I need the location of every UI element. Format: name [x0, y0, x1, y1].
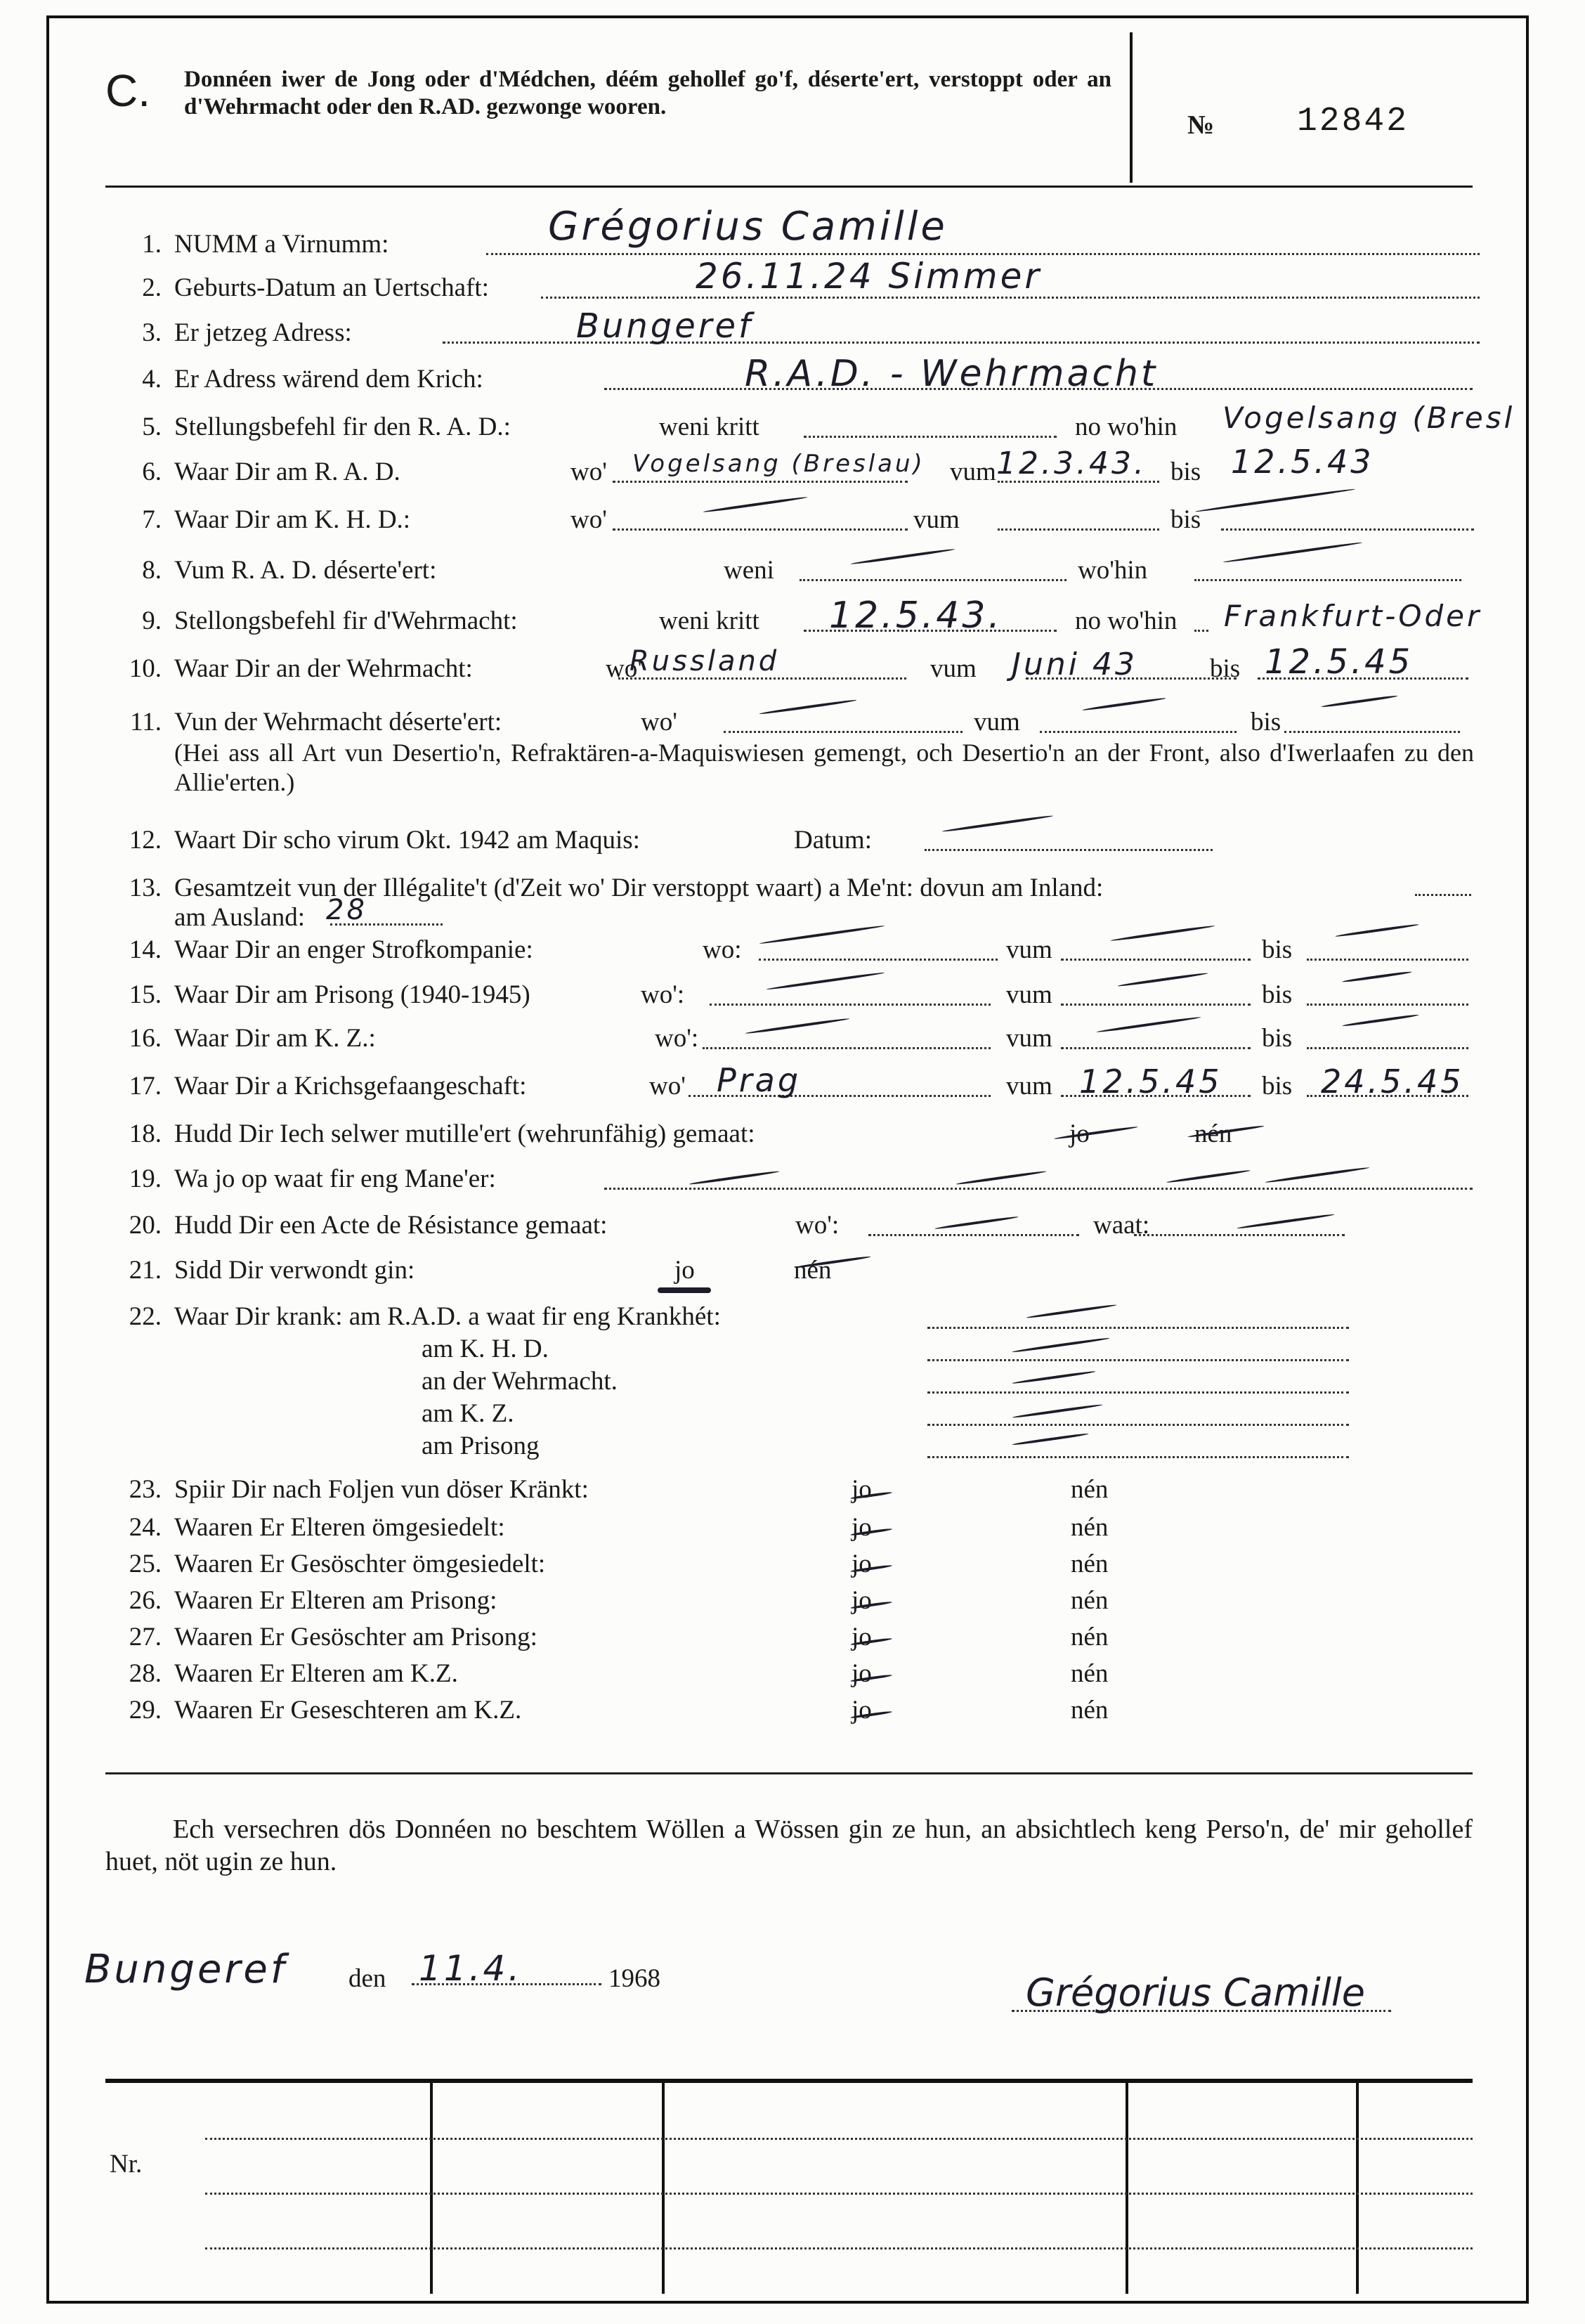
row-field-label: wo' — [606, 654, 642, 683]
row-number: 20. — [129, 1211, 162, 1240]
row-label: Spiir Dir nach Foljen vun döser Kränkt: — [174, 1475, 589, 1504]
row-number: 7. — [142, 505, 162, 534]
row-number: 6. — [142, 457, 162, 486]
hw-rad-from: 12.3.43. — [996, 446, 1147, 481]
row11-note: (Hei ass all Art vun Desertio'n, Refraktären-a-Maquiswiesen gemengt, och Desertio'n an der Front, also d'Iwerlaafen zu den Allie'erten.) — [174, 739, 1474, 796]
answer-line[interactable] — [1040, 731, 1237, 733]
row-number: 18. — [129, 1119, 162, 1148]
row22-line-rad[interactable] — [927, 1327, 1349, 1329]
answer-line[interactable] — [800, 579, 1067, 581]
hw-rad-to: 12.5.43 — [1231, 443, 1374, 481]
row-label: Waar Dir am K. Z.: — [174, 1024, 376, 1053]
table-row-line — [205, 2138, 1473, 2140]
office-table — [105, 2079, 1473, 2294]
row-field-label: wo': — [795, 1211, 840, 1240]
row-number: 3. — [142, 318, 162, 347]
row-field-label: vum — [1006, 935, 1052, 964]
row-number: 19. — [129, 1164, 162, 1193]
row-field-label: jo — [1069, 1119, 1090, 1148]
row-field-label: bis — [1170, 505, 1201, 534]
row-field-label: vum — [1006, 980, 1052, 1009]
row-field-label: bis — [1170, 457, 1201, 486]
answer-line[interactable] — [1061, 1004, 1251, 1006]
row-field-label: wo' — [649, 1072, 686, 1101]
answer-line[interactable] — [613, 528, 908, 531]
answer-line[interactable] — [1061, 959, 1251, 961]
row22-sub-kz: am K. Z. — [422, 1399, 514, 1428]
row-field-label: nén — [1071, 1659, 1109, 1688]
declaration-text: Ech versechren dös Donnéen no beschtem Wöllen a Wössen gin ze hun, an absichtlech keng Perso'n, de' mir gehollef huet, nöt ugin ze hun. — [105, 1815, 1473, 1876]
row-label: Vum R. A. D. déserte'ert: — [174, 556, 437, 585]
hw-date: 11.4. — [419, 1948, 523, 1989]
row-field-label: waat: — [1093, 1211, 1150, 1240]
row22-line-kz[interactable] — [927, 1424, 1349, 1426]
row-label: Waar Dir am Prisong (1940-1945) — [174, 980, 530, 1009]
hw-place: Bungeref — [84, 1947, 287, 1992]
row-number: 5. — [142, 413, 162, 441]
answer-line[interactable] — [703, 1047, 991, 1049]
row-label: Waar Dir am K. H. D.: — [174, 505, 411, 534]
declaration-rule — [105, 1772, 1473, 1774]
row-number: 1. — [142, 230, 162, 259]
year-label: 1968 — [608, 1964, 660, 1993]
answer-line[interactable] — [1307, 1047, 1468, 1049]
row-label: Geburts-Datum an Uertschaft: — [174, 273, 489, 302]
row-field-label: jo — [852, 1513, 872, 1542]
row-field-label: wo': — [641, 980, 685, 1009]
section-letter: C. — [105, 65, 150, 116]
row-field-label: weni — [724, 556, 774, 585]
row-label: Waar Dir a Krichsgefaangeschaft: — [174, 1072, 527, 1101]
answer-line[interactable] — [618, 677, 906, 680]
row22-sub-prisong: am Prisong — [422, 1432, 540, 1460]
row-field-label: bis — [1262, 1024, 1293, 1053]
row-number: 22. — [129, 1302, 162, 1331]
row-field-label: nén — [1071, 1696, 1109, 1725]
row-number: 9. — [142, 606, 162, 635]
row-field-label: weni kritt — [659, 606, 759, 635]
hw-wm-order-date: 12.5.43. — [829, 595, 1003, 637]
row13-inland-line[interactable] — [1415, 894, 1471, 896]
row-number: 13. — [129, 874, 162, 902]
row-label: Waaren Er Elteren am K.Z. — [174, 1659, 458, 1688]
answer-line[interactable] — [486, 253, 1480, 255]
row-number: 14. — [129, 935, 162, 964]
hw-pow-to: 24.5.45 — [1321, 1063, 1464, 1101]
answer-line[interactable] — [1134, 1234, 1345, 1236]
hw-name: Grégorius Camille — [548, 204, 948, 249]
signature: Grégorius Camille — [1026, 1971, 1365, 2015]
number-sign: № — [1187, 110, 1215, 140]
table-col — [662, 2083, 665, 2294]
row-field-label: nén — [1071, 1475, 1109, 1504]
row-number: 25. — [129, 1550, 162, 1578]
row-label: Vun der Wehrmacht déserte'ert: — [174, 708, 502, 736]
den-label: den — [348, 1964, 386, 1993]
answer-line[interactable] — [998, 528, 1159, 531]
row-field-label: vum — [930, 654, 977, 683]
row-field-label: jo — [852, 1659, 872, 1688]
row-label: Waaren Er Gesöschter ömgesiedelt: — [174, 1550, 546, 1578]
row-label: Stellongsbefehl fir d'Wehrmacht: — [174, 606, 518, 635]
row-field-label: bis — [1262, 980, 1293, 1009]
row-field-label: vum — [950, 457, 996, 486]
table-col — [1126, 2083, 1128, 2294]
row-label: Waar Dir am R. A. D. — [174, 457, 400, 486]
nr-label: Nr. — [110, 2150, 143, 2179]
row-field-label: nén — [794, 1256, 832, 1285]
answer-line[interactable] — [541, 297, 1480, 299]
row-number: 21. — [129, 1256, 162, 1285]
row22-line-prisong[interactable] — [927, 1456, 1349, 1458]
hw-wm-to: 12.5.45 — [1265, 642, 1414, 682]
hw-wm-order-where: Frankfurt-Oder — [1224, 599, 1482, 633]
row-number: 11. — [130, 708, 162, 736]
row-label: Stellungsbefehl fir den R. A. D.: — [174, 413, 511, 441]
answer-line[interactable] — [868, 1234, 1079, 1236]
answer-line[interactable] — [1194, 579, 1461, 581]
row-field-label: wo' — [570, 457, 607, 486]
row-number: 23. — [129, 1475, 162, 1504]
row-number: 15. — [129, 980, 162, 1009]
row-number: 2. — [142, 273, 162, 302]
answer-line[interactable] — [759, 959, 998, 961]
answer-line[interactable] — [1307, 1004, 1468, 1006]
row-number: 4. — [142, 365, 162, 394]
row-field-label: bis — [1262, 1072, 1293, 1101]
row-field-label: wo' — [570, 505, 607, 534]
row-label: Er Adress wärend dem Krich: — [174, 365, 483, 394]
row-label: Hudd Dir Iech selwer mutille'ert (wehrunfähig) gemaat: — [174, 1119, 755, 1148]
hw-war-address: R.A.D. - Wehrmacht — [745, 353, 1159, 395]
row-field-label: nén — [1071, 1623, 1109, 1651]
row-field-label: jo — [852, 1623, 872, 1651]
row-label: Gesamtzeit vun der Illégalite't (d'Zeit wo' Dir verstoppt waart) a Me'nt: dovun am Inland: — [174, 874, 1104, 902]
row-field-label: no wo'hin — [1075, 413, 1178, 441]
row-label: Waart Dir scho virum Okt. 1942 am Maquis: — [174, 826, 640, 855]
row-field-label: vum — [974, 708, 1020, 736]
row-field-label: Datum: — [794, 826, 872, 855]
row-field-label: bis — [1251, 708, 1281, 736]
answer-line[interactable] — [925, 849, 1213, 851]
hw-wm-where: Russland — [630, 645, 780, 677]
row-field-label: jo — [852, 1586, 872, 1615]
row-label: Waaren Er Elteren ömgesiedelt: — [174, 1513, 505, 1542]
answer-line[interactable] — [1194, 630, 1208, 632]
row-field-label: nén — [1071, 1550, 1109, 1578]
row-label: Waaren Er Elteren am Prisong: — [174, 1586, 497, 1615]
table-row-line — [205, 2193, 1473, 2195]
row-field-label: nén — [1194, 1119, 1232, 1148]
row-number: 24. — [129, 1513, 162, 1542]
answer-line[interactable] — [613, 481, 908, 483]
answer-line[interactable] — [604, 1188, 1473, 1190]
answer-line[interactable] — [804, 436, 1057, 438]
hw-abroad: 28 — [326, 894, 367, 926]
hw-address: Bungeref — [576, 306, 753, 346]
header-rule — [105, 186, 1473, 188]
answer-line[interactable] — [710, 1004, 991, 1006]
row-number: 16. — [129, 1024, 162, 1053]
table-col — [430, 2083, 433, 2294]
row-label: Hudd Dir een Acte de Résistance gemaat: — [174, 1211, 608, 1240]
hw-pow-from: 12.5.45 — [1079, 1063, 1222, 1101]
row-label: Wa jo op waat fir eng Mane'er: — [174, 1164, 496, 1193]
row-label: Er jetzeg Adress: — [174, 318, 352, 347]
header-divider — [1130, 32, 1133, 183]
row-field-label: nén — [1071, 1586, 1109, 1615]
row-number: 27. — [129, 1623, 162, 1651]
row-number: 12. — [129, 826, 162, 855]
row-field-label: wo: — [703, 935, 742, 964]
row-number: 8. — [142, 556, 162, 585]
answer-line[interactable] — [1061, 1047, 1251, 1049]
row-label: Sidd Dir verwondt gin: — [174, 1256, 415, 1285]
row-field-label: wo'hin — [1078, 556, 1148, 585]
row-field-label: jo — [674, 1256, 695, 1285]
table-col — [1356, 2083, 1359, 2294]
row-label: NUMM a Virnumm: — [174, 230, 389, 259]
row-field-label: wo' — [641, 708, 677, 736]
row-field-label: weni kritt — [659, 413, 759, 441]
row-label: Waar Dir an enger Strofkompanie: — [174, 935, 533, 964]
row-number: 26. — [129, 1586, 162, 1615]
hw-pow-where: Prag — [717, 1061, 802, 1099]
section-title: Donnéen iwer de Jong oder d'Médchen, déém gehollef go'f, déserte'ert, verstoppt oder an d'Wehrmacht oder den R.AD. gezwonge wooren. — [184, 67, 1111, 119]
row-number: 28. — [129, 1659, 162, 1688]
row22-line-khd[interactable] — [927, 1359, 1349, 1361]
row-field-label: vum — [1006, 1024, 1052, 1053]
row-number: 29. — [129, 1696, 162, 1725]
row-label: Waaren Er Geseschteren am K.Z. — [174, 1696, 522, 1725]
row22-sub-wehrmacht: an der Wehrmacht. — [422, 1367, 618, 1396]
answer-line[interactable] — [1284, 731, 1460, 733]
row-label: Waar Dir krank: am R.A.D. a waat fir eng Krankhét: — [174, 1302, 721, 1331]
row-number: 10. — [129, 654, 162, 683]
hw-rad-where: Vogelsang (Breslau) — [632, 450, 925, 478]
row-field-label: jo — [852, 1696, 872, 1725]
table-row-line — [205, 2247, 1473, 2250]
row-field-label: no wo'hin — [1075, 606, 1178, 635]
row-field-label: nén — [1071, 1513, 1109, 1542]
answer-line[interactable] — [724, 731, 963, 733]
row-field-label: jo — [852, 1475, 872, 1504]
hw-birth: 26.11.24 Simmer — [696, 256, 1042, 297]
row-number: 17. — [129, 1072, 162, 1101]
row13-abroad-label: am Ausland: — [174, 903, 306, 932]
row-field-label: jo — [852, 1550, 872, 1578]
row-field-label: wo': — [655, 1024, 699, 1053]
answer-line[interactable] — [1221, 528, 1474, 531]
row22-line-wehrmacht[interactable] — [927, 1391, 1349, 1394]
row-field-label: bis — [1262, 935, 1293, 964]
row-field-label: vum — [913, 505, 960, 534]
hw-rad-order-where: Vogelsang (Bresl — [1222, 401, 1515, 435]
row13-abroad-line[interactable] — [330, 923, 443, 926]
row-label: Waar Dir an der Wehrmacht: — [174, 654, 473, 683]
row-field-label: bis — [1210, 654, 1241, 683]
hw-wm-from: Juni 43 — [1012, 647, 1137, 682]
selection-underline — [658, 1287, 711, 1293]
row-field-label: vum — [1006, 1072, 1052, 1101]
row-label: Waaren Er Gesöschter am Prisong: — [174, 1623, 537, 1651]
form-number: 12842 — [1297, 103, 1409, 141]
answer-line[interactable] — [1307, 959, 1468, 961]
row22-sub-khd: am K. H. D. — [422, 1335, 549, 1363]
